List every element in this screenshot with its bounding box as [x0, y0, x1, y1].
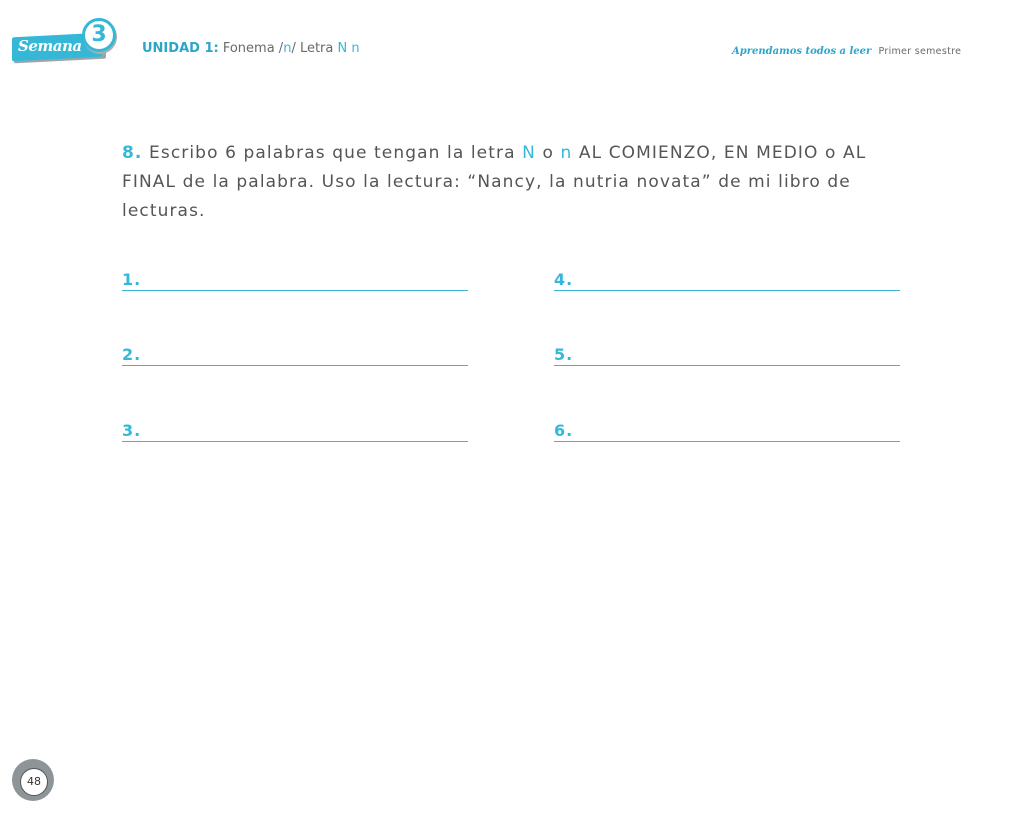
- unit-text-letra: / Letra: [291, 41, 338, 56]
- unit-letters: N n: [337, 41, 360, 56]
- answer-line-number: 1.: [122, 270, 142, 289]
- letter-upper: N: [522, 143, 536, 163]
- answer-line-5[interactable]: [554, 341, 900, 366]
- page-number: 48: [20, 768, 48, 796]
- answer-line-number: 6.: [554, 421, 574, 440]
- instruction-text-o: o: [542, 143, 554, 163]
- week-number: 3: [91, 22, 107, 47]
- page-number-badge: [12, 759, 56, 803]
- semester-label: Primer semestre: [878, 46, 962, 57]
- letter-lower: n: [560, 143, 573, 163]
- answer-line-number: 2.: [122, 345, 142, 364]
- slogan: [732, 46, 961, 57]
- answer-line-4[interactable]: [554, 266, 900, 291]
- slogan-title: Aprendamos todos a leer: [732, 46, 872, 57]
- answer-line-number: 3.: [122, 421, 142, 440]
- answer-line-1[interactable]: [122, 266, 468, 291]
- exercise-number: 8.: [122, 143, 143, 163]
- week-label: Semana: [18, 37, 82, 55]
- answer-line-2[interactable]: [122, 341, 468, 366]
- unit-text-fonema: Fonema /: [222, 41, 284, 56]
- exercise-instruction: [122, 139, 892, 226]
- unit-phoneme: n: [283, 41, 292, 56]
- answer-line-3[interactable]: [122, 417, 468, 442]
- answer-line-number: 4.: [554, 270, 574, 289]
- answer-line-6[interactable]: [554, 417, 900, 442]
- answer-line-number: 5.: [554, 345, 574, 364]
- instruction-text-2: AL COMIENZO, EN MEDIO o AL FINAL de la palabra. Uso la lectura: “Nancy, la nutria novata” de mi libro de lecturas.: [122, 143, 867, 221]
- instruction-text-1: Escribo 6 palabras que tengan la letra: [149, 143, 516, 163]
- unit-title: [142, 41, 360, 56]
- week-badge: [12, 18, 116, 64]
- unit-label: UNIDAD 1:: [142, 41, 219, 56]
